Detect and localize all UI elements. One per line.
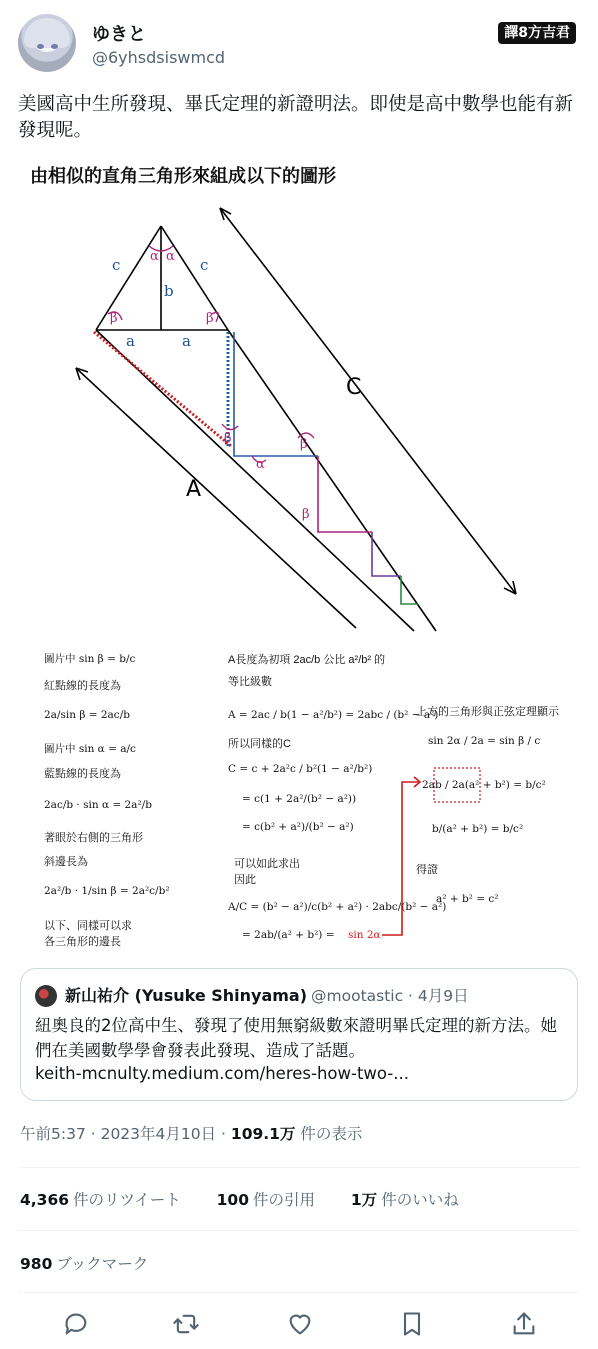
eq-m2: 等比級數 [228, 676, 272, 688]
bookmark-stat[interactable]: 980 ブックマーク [20, 1255, 149, 1273]
quoted-link[interactable]: keith-mcnulty.medium.com/heres-how-two-... [35, 1064, 409, 1083]
label-c-right: c [200, 256, 209, 274]
eq-l10: 以下、同樣可以求 [44, 920, 132, 932]
eq-l5: 藍點線的長度為 [44, 768, 121, 780]
eq-l11: 各三角形的邊長 [44, 936, 121, 948]
label-C: C [346, 375, 362, 400]
quoted-display-name: 新山祐介 (Yusuke Shinyama) [65, 986, 308, 1005]
label-b: b [164, 282, 174, 300]
divider [18, 1167, 580, 1168]
avatar[interactable] [18, 14, 76, 72]
engagement-stats [20, 1188, 459, 1210]
view-count: 109.1万 [230, 1125, 296, 1143]
user-handle[interactable]: @6yhsdsiswmcd [92, 48, 226, 67]
eq-l7: 著眼於右側的三角形 [44, 832, 143, 844]
media-title: 由相似的直角三角形來組成以下的圖形 [30, 166, 336, 187]
eq-r4: b/(a² + b²) = b/c² [432, 823, 524, 835]
retweet-stat[interactable]: 4,366 件のリツイート [20, 1191, 181, 1209]
reply-icon[interactable] [62, 1310, 90, 1338]
timestamp-text[interactable]: 午前5:37 · 2023年4月10日 · [20, 1125, 231, 1143]
retweet-icon[interactable] [172, 1310, 200, 1338]
quoted-text: 紐奧良的2位高中生、發現了使用無窮級數來證明畢氏定理的新方法。她們在美國數學學會發表此發現、造成了話題。 [35, 1016, 557, 1060]
label-c-left: c [112, 256, 121, 274]
tweet-media-image[interactable] [16, 156, 582, 956]
eq-l2: 紅點線的長度為 [44, 680, 121, 692]
label-A: A [186, 477, 202, 502]
quoted-meta: @mootastic · 4月9日 [311, 987, 469, 1005]
like-stat[interactable]: 1万 件のいいね [350, 1191, 459, 1209]
quoted-tweet[interactable] [20, 968, 578, 1101]
svg-text:β: β [206, 311, 214, 326]
eq-l8: 斜邊長為 [44, 856, 88, 868]
eq-l3: 2a/sin β = 2ac/b [44, 709, 130, 721]
translator-badge: 譯8方吉君 [498, 22, 576, 44]
svg-text:β: β [302, 507, 310, 522]
eq-r1: 上方的三角形與正弦定理顯示 [416, 706, 559, 718]
tweet-header [18, 12, 580, 74]
eq-r5: 得證 [416, 864, 438, 876]
eq-r6: a² + b² = c² [436, 893, 499, 905]
svg-text:β: β [110, 311, 118, 326]
svg-text:α: α [256, 457, 265, 472]
eq-r2: sin 2α / 2a = sin β / c [428, 735, 541, 747]
divider [18, 1230, 580, 1231]
label-a-right: a [182, 332, 191, 350]
share-icon[interactable] [510, 1310, 538, 1338]
eq-l9: 2a²/b · 1/sin β = 2a²c/b² [44, 885, 170, 897]
eq-m8: 可以如此求出 [234, 858, 300, 870]
eq-r3: 2ab / 2a(a² + b²) = b/c² [422, 779, 546, 791]
svg-text:α: α [150, 249, 159, 264]
eq-m9: 因此 [234, 874, 256, 886]
svg-text:β: β [224, 431, 232, 446]
svg-text:α: α [166, 249, 175, 264]
label-a-left: a [126, 332, 135, 350]
eq-m7: = c(b² + a²)/(b² − a²) [242, 821, 354, 833]
quote-stat[interactable]: 100 件の引用 [216, 1191, 316, 1209]
like-icon[interactable] [286, 1310, 314, 1338]
action-bar [0, 1306, 598, 1342]
eq-m12: sin 2α [348, 929, 381, 941]
eq-l6: 2ac/b · sin α = 2a²/b [44, 799, 152, 811]
eq-m6: = c(1 + 2a²/(b² − a²)) [242, 793, 357, 805]
eq-m11: = 2ab/(a² + b²) = [242, 929, 335, 941]
svg-text:β: β [300, 437, 308, 452]
tweet-timestamp [20, 1122, 362, 1144]
tweet-text: 美國高中生所發現、畢氏定理的新證明法。即使是高中數學也能有新發現呢。 [18, 94, 574, 141]
bookmark-icon[interactable] [398, 1310, 426, 1338]
eq-l4: 圖片中 sin α = a/c [44, 743, 136, 755]
eq-m5: C = c + 2a²c / b²(1 − a²/b²) [228, 763, 373, 775]
eq-m1: A長度為初項 2ac/b 公比 a²/b² 的 [228, 654, 386, 666]
triangle-figure [16, 156, 582, 636]
display-name[interactable]: ゆきと [92, 24, 146, 45]
divider [18, 1292, 580, 1293]
eq-m10: A/C = (b² − a²)/c(b² + a²) · 2abc/(b² − a²) [228, 901, 447, 913]
quoted-avatar [35, 985, 57, 1007]
eq-m4: 所以同樣的C [228, 738, 291, 750]
view-label: 件の表示 [295, 1125, 363, 1143]
eq-l1: 圖片中 sin β = b/c [44, 653, 136, 665]
eq-m3: A = 2ac / b(1 − a²/b²) = 2abc / (b² − a²) [228, 709, 439, 721]
